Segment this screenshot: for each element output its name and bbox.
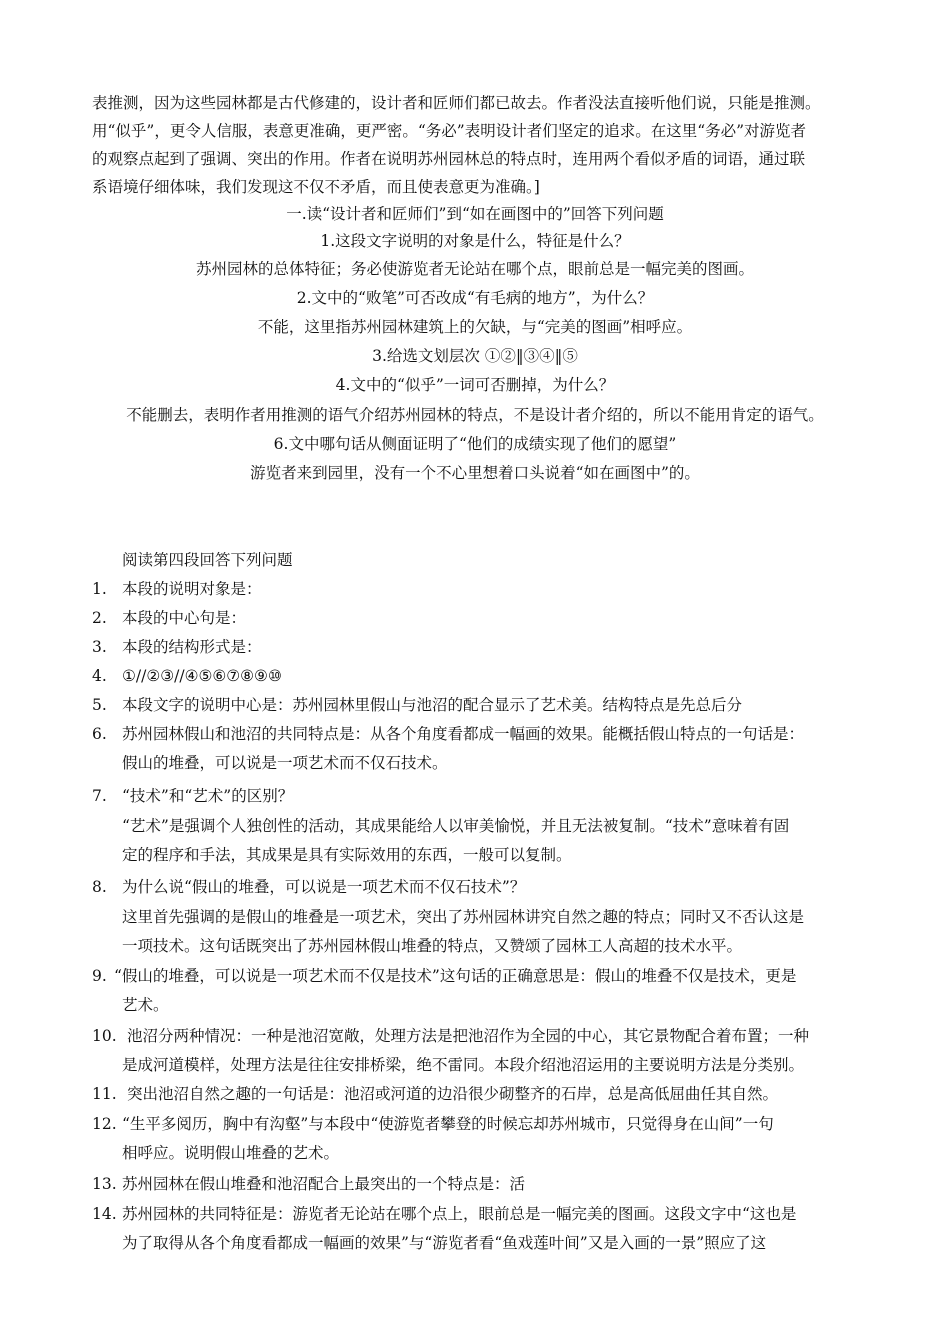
list-item-continuation: 一项技术。这句话既突出了苏州园林假山堆叠的特点，又赞颂了园林工人高超的技术水平。: [122, 937, 743, 955]
list-item-number: 6.: [92, 725, 107, 743]
list-item-number: 3.: [92, 638, 107, 656]
list-item: 为什么说“假山的堆叠，可以说是一项艺术而不仅石技术”？: [122, 878, 526, 896]
list-item: ①//②③//④⑤⑥⑦⑧⑨⑩: [122, 667, 282, 685]
list-item-continuation: 定的程序和手法，其成果是具有实际效用的东西，一般可以复制。: [122, 846, 572, 864]
list-item-continuation: 这里首先强调的是假山的堆叠是一项艺术，突出了苏州园林讲究自然之趣的特点；同时又不否认这是: [122, 908, 805, 926]
list-item-continuation: 为了取得从各个角度看都成一幅画的效果”与“游览者看“鱼戏莲叶间”又是入画的一景”照应了这: [122, 1234, 767, 1252]
intro-line-1: 表推测，因为这些园林都是古代修建的，设计者和匠师们都已故去。作者没法直接听他们说，只能是推测。: [92, 94, 821, 112]
list-item-number: 14.: [92, 1205, 117, 1223]
list-item-continuation: 艺术。: [122, 996, 169, 1014]
section1-question-3: 3.给选文划层次 ①②‖③④‖⑤: [372, 347, 578, 365]
section1-question-1: 1.这段文字说明的对象是什么，特征是什么？: [320, 232, 630, 250]
list-item: 苏州园林假山和池沼的共同特点是：从各个角度看都成一幅画的效果。能概括假山特点的一句话是：: [122, 725, 805, 743]
list-item-continuation: “艺术”是强调个人独创性的活动，其成果能给人以审美愉悦，并且无法被复制。“技术”意味着有固: [122, 817, 790, 835]
list-item-number: 4.: [92, 667, 107, 685]
section1-question-4: 4.文中的“似乎”一词可否删掉，为什么？: [335, 376, 615, 394]
section1-answer-2: 不能，这里指苏州园林建筑上的欠缺，与“完美的图画”相呼应。: [257, 318, 693, 336]
list-item-number: 13.: [92, 1175, 117, 1193]
section1-question-6: 6.文中哪句话从侧面证明了“他们的成绩实现了他们的愿望”: [273, 435, 677, 453]
list-item-number: 5.: [92, 696, 107, 714]
list-item-continuation: 相呼应。说明假山堆叠的艺术。: [122, 1144, 340, 1162]
section1-answer-4: 不能删去，表明作者用推测的语气介绍苏州园林的特点，不是设计者介绍的，所以不能用肯定的语气。: [126, 406, 824, 424]
list-item: 苏州园林在假山堆叠和池沼配合上最突出的一个特点是：活: [122, 1175, 526, 1193]
intro-line-2: 用“似乎”，更令人信服，表意更准确，更严密。“务必”表明设计者们坚定的追求。在这里“务必”对游览者: [92, 122, 807, 140]
list-item-number: 11.: [92, 1085, 117, 1103]
list-item: 本段的中心句是：: [122, 609, 247, 627]
list-item-number: 12.: [92, 1115, 117, 1133]
section1-heading: 一.读“设计者和匠师们”到“如在画图中的”回答下列问题: [286, 205, 664, 223]
list-item: “假山的堆叠，可以说是一项艺术而不仅是技术”这句话的正确意思是：假山的堆叠不仅是技术，更是: [114, 967, 797, 985]
section1-answer-6: 游览者来到园里，没有一个不心里想着口头说着“如在画图中”的。: [250, 464, 700, 482]
section2-heading: 阅读第四段回答下列问题: [122, 551, 293, 569]
list-item-number: 1.: [92, 580, 107, 598]
list-item: “生平多阅历，胸中有沟壑”与本段中“使游览者攀登的时候忘却苏州城市，只觉得身在山间”一句: [122, 1115, 774, 1133]
list-item: “技术”和“艺术”的区别？: [122, 787, 294, 805]
list-item: 池沼分两种情况：一种是池沼宽敞，处理方法是把池沼作为全园的中心，其它景物配合着布置；一种: [127, 1027, 810, 1045]
list-item: 本段的结构形式是：: [122, 638, 262, 656]
list-item-number: 7.: [92, 787, 107, 805]
section1-question-2: 2.文中的“败笔”可否改成“有毛病的地方”，为什么？: [296, 289, 654, 307]
intro-line-4: 系语境仔细体味，我们发现这不仅不矛盾，而且使表意更为准确。]: [92, 178, 540, 196]
section1-answer-1: 苏州园林的总体特征；务必使游览者无论站在哪个点，眼前总是一幅完美的图画。: [195, 260, 754, 278]
list-item-continuation: 是成河道模样，处理方法是往往安排桥梁，绝不雷同。本段介绍池沼运用的主要说明方法是分类别。: [122, 1056, 805, 1074]
list-item-continuation: 假山的堆叠，可以说是一项艺术而不仅石技术。: [122, 754, 448, 772]
list-item-number: 8.: [92, 878, 107, 896]
list-item-number: 2.: [92, 609, 107, 627]
list-item: 本段文字的说明中心是：苏州园林里假山与池沼的配合显示了艺术美。结构特点是先总后分: [122, 696, 743, 714]
list-item-number: 9.: [92, 967, 107, 985]
list-item: 突出池沼自然之趣的一句话是：池沼或河道的边沿很少砌整齐的石岸，总是高低屈曲任其自然。: [127, 1085, 779, 1103]
list-item: 苏州园林的共同特征是：游览者无论站在哪个点上，眼前总是一幅完美的图画。这段文字中“这也是: [122, 1205, 797, 1223]
list-item: 本段的说明对象是：: [122, 580, 262, 598]
intro-line-3: 的观察点起到了强调、突出的作用。作者在说明苏州园林总的特点时，连用两个看似矛盾的词语，通过联: [92, 150, 806, 168]
list-item-number: 10.: [92, 1027, 117, 1045]
